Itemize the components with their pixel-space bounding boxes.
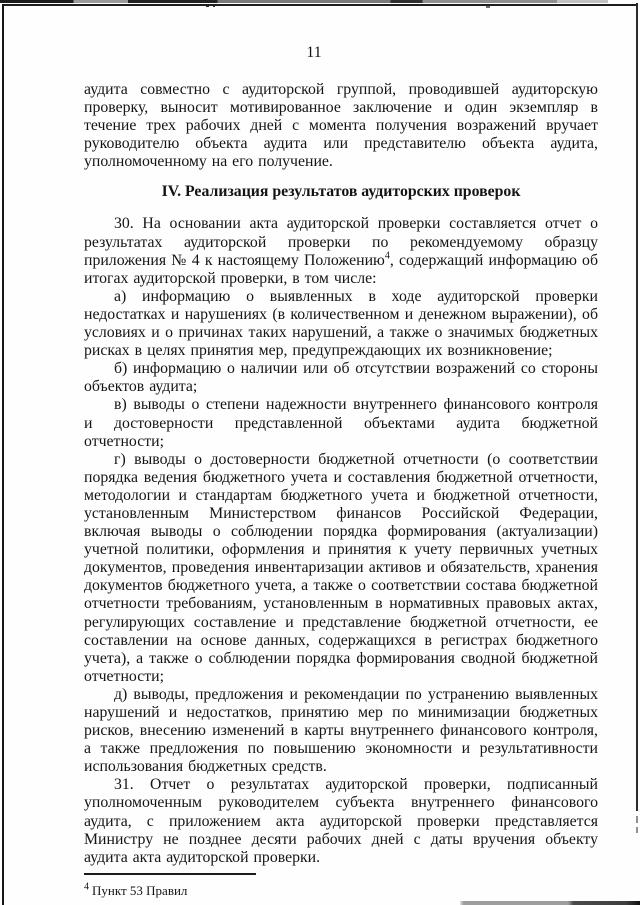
scan-artifact-bottom-edge xyxy=(460,901,640,905)
page-border-right-dash xyxy=(636,816,638,823)
page-border-left xyxy=(2,4,4,905)
page-border-right-dash xyxy=(636,827,638,833)
clause-31-paragraph: 31. Отчет о результатах аудиторской проверки, подписанный уполномоченным руководителем субъекта внутреннего финансового аудита, с приложением акта аудиторской проверки представляется Министру не позднее десяти рабочих дней с даты вручения объекту аудита акта аудиторской проверки. xyxy=(84,776,598,866)
section-heading: IV. Реализация результатов аудиторских проверок xyxy=(161,183,521,201)
subclause-g-paragraph: г) выводы о достоверности бюджетной отчетности (о соответствии порядка ведения бюджетного учета и составления бюджетной отчетности, методологии и стандартам бюджетного учета и бюджетной отчетности, установленным Министерством финансов Российской Федерации, включая выводы о соблюдении порядка формирования (актуализации) учетной политики, оформления и принятия к учету первичных учетных документов, проведения инвентаризации активов и обязательств, хранения документов бюджетного учета, а также о соответствии состава бюджетной отчетности требованиям, установленным в нормативных правовых актах, регулирующих составление и представление бюджетной отчетности, ее составлении на основе данных, содержащихся в регистрах бюджетного учета), а также о соблюдении порядка формирования сводной бюджетной отчетности; xyxy=(84,450,598,685)
document-text-column xyxy=(84,44,598,899)
footnote-line xyxy=(84,883,598,899)
clause-30-text-after-ref: , содержащий информацию об итогах аудиторской проверки, в том числе: xyxy=(84,251,598,287)
scan-artifact-top-edge xyxy=(0,0,640,3)
subclause-d-paragraph: д) выводы, предложения и рекомендации по устранению выявленных нарушений и недостатков, принятию мер по минимизации бюджетных рисков, внесению изменений в карты внутреннего финансового контроля, а также предложения по повышению экономности и результативности использования бюджетных средств. xyxy=(84,685,598,776)
subclause-v-paragraph: в) выводы о степени надежности внутреннего финансового контроля и достоверности представленной объектами аудита бюджетной отчетности; xyxy=(84,396,598,450)
footnote-separator-rule xyxy=(84,873,256,875)
page-number: 11 xyxy=(306,44,322,61)
footnote-text: Пункт 53 Правил xyxy=(92,882,188,898)
footnote-marker: 4 xyxy=(84,881,89,893)
subclause-b-paragraph: б) информацию о наличии или об отсутствии возражений со стороны объектов аудита; xyxy=(84,360,598,396)
clause-30-paragraph xyxy=(84,215,598,287)
carryover-paragraph: аудита совместно с аудиторской группой, проводившей аудиторскую проверку, выносит мотивированное заключение и один экземпляр в течение трех рабочих дней с момента получения возражений вручает руководителю объекта аудита или представителю объекта аудита, уполномоченному на его получение. xyxy=(84,81,598,171)
page-border-right xyxy=(636,3,638,811)
page-border-top xyxy=(2,4,637,6)
footnote-reference-mark: 4 xyxy=(384,250,390,262)
scan-speck xyxy=(486,6,490,8)
subclause-a-paragraph: а) информацию о выявленных в ходе аудиторской проверки недостатках и нарушениях (в количественном и денежном выражении), об условиях и о причинах таких нарушений, а также о значимых бюджетных рисках в целях принятия мер, предупреждающих их возникновение; xyxy=(84,287,598,360)
clause-30-text-before-ref: 30. На основании акта аудиторской проверки составляется отчет о результатах аудиторской проверки по рекомендуемому образцу приложения № 4 к настоящему Положению xyxy=(84,215,598,269)
footnote-area xyxy=(84,873,598,899)
